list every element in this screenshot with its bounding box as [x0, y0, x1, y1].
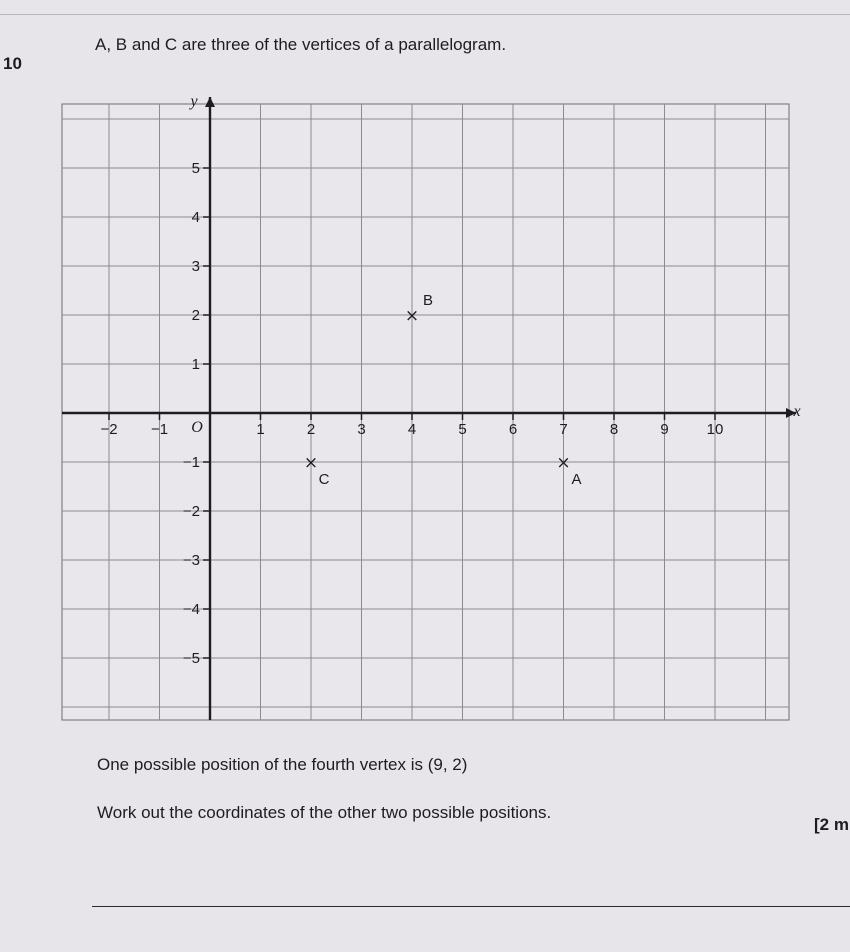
x-tick-label: 9 [660, 421, 669, 438]
y-tick-label: 1 [191, 356, 200, 373]
x-tick-label: 3 [357, 421, 366, 438]
y-tick-label: −2 [182, 503, 200, 520]
y-axis-label: y [190, 93, 198, 110]
task-instruction: Work out the coordinates of the other two possible positions. [97, 803, 552, 822]
x-tick-label: −1 [150, 421, 169, 438]
y-tick-label: −5 [182, 650, 200, 667]
x-tick-label: 7 [559, 421, 568, 438]
x-tick-label: −2 [100, 421, 118, 438]
x-tick-label: 10 [706, 421, 724, 438]
y-tick-label: 5 [191, 160, 200, 177]
point-label-c: C [318, 471, 330, 488]
y-axis-arrow [205, 97, 215, 107]
y-tick-label: −4 [182, 601, 200, 618]
question-number: 10 [3, 54, 22, 73]
answer-line[interactable] [92, 906, 850, 907]
question-stem: A, B and C are three of the vertices of a parallelogram. [95, 35, 507, 54]
y-tick-label: −1 [182, 454, 200, 471]
y-tick-label: 3 [191, 258, 200, 275]
x-tick-label: 6 [508, 421, 518, 438]
point-label-b: B [422, 292, 434, 309]
x-tick-label: 5 [458, 421, 467, 438]
y-tick-label: 4 [191, 209, 200, 226]
x-tick-label: 4 [407, 421, 417, 438]
y-tick-label: −3 [182, 552, 200, 569]
x-axis-label: x [793, 403, 801, 420]
marks-allocation: [2 m [814, 815, 849, 834]
point-label-a: A [571, 471, 582, 488]
fourth-vertex-statement: One possible position of the fourth vertex is (9, 2) [97, 755, 468, 774]
x-tick-label: 8 [609, 421, 619, 438]
point-marker-a: × [556, 453, 571, 473]
origin-label: O [191, 419, 203, 436]
point-marker-b: × [404, 306, 420, 326]
x-tick-label: 1 [256, 421, 265, 438]
x-tick-label: 2 [306, 421, 316, 438]
point-marker-c: × [303, 453, 319, 473]
y-tick-label: 2 [191, 307, 200, 324]
